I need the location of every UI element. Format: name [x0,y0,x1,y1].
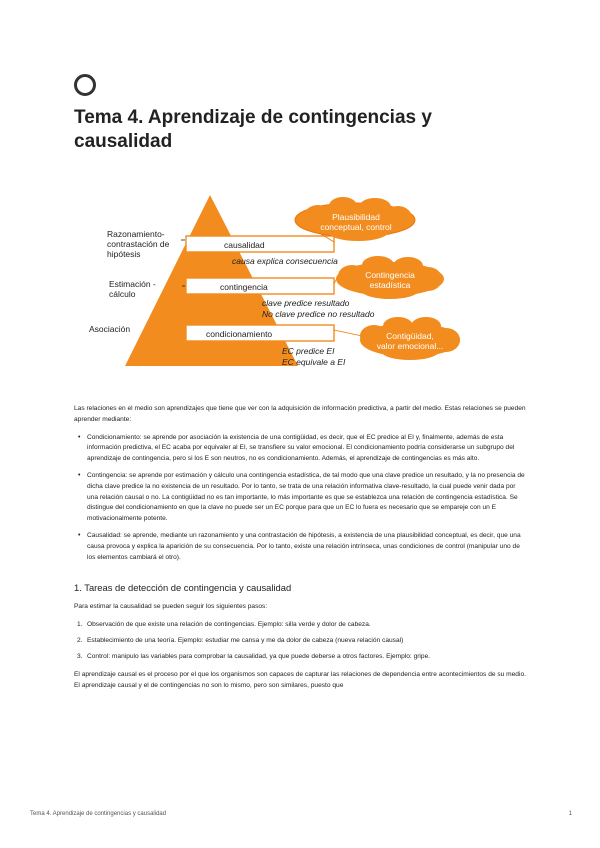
list-item [77,620,528,631]
cloud-2-line1: Contingencia [365,270,415,280]
bullet-list [74,433,528,564]
list-item: • Condicionamiento: se aprende por asociación la existencia de una contigüidad, es decir, que el EC predice al EI y, finalmente, además de esta información predictiva, el EC acaba por equivaler al EI, se transfiere su valor emocional. El condicionamiento podría considerarse un subgrupo del aprendizaje de contingencia, pero si los E son neutros, no es condicionamiento. Además, el aprendizaje de contingencias es más alto. [87,433,528,465]
page-footer [30,811,572,817]
section-intro: Para estimar la causalidad se pueden seguir los siguientes pasos: [74,603,268,611]
note-1: causa explica consecuencia [232,256,338,266]
step-text: Control: manipulo las variables para comprobar la causalidad, ya que puede deberse a otros factores. Ejemplo: gripe. [87,652,431,660]
note-2a: clave predice resultado [262,298,350,308]
side-label-1c: hipótesis [107,249,141,259]
step-number: 2. [77,636,83,644]
cloud-2-line2: estadística [369,280,411,290]
list-item: • Contingencia: se aprende por estimación y cálculo una contingencia estadística, de tal modo que una clave predice un resultado, y la no presencia de dicha clave predice la no existencia de un resultado. Por lo tanto, se trata de una relación informativa clave-resultado, la cual puede venir dada por una relación causal o no. La contigüidad no es tan importante, lo más importante es que se establezca una relación de contingencia estadística. Se distingue del condicionamiento en que la clave no puede ser un EC porque para que un EC lo fuera es necesario que se empareje con un E motivacionalmente potente. [87,471,528,525]
cloud-2 [336,256,444,299]
cloud-1-line1: Plausibilidad [332,212,380,222]
step-text: Establecimiento de una teoría. Ejemplo: estudiar me cansa y me da dolor de cabeza (nueva relación causal) [87,636,404,644]
note-2b: No clave predice no resultado [262,309,375,319]
logo-circle-icon [74,74,96,96]
pyramid-diagram [60,190,540,380]
side-label-2b: cálculo [109,289,136,299]
box-text-1: causalidad [224,240,265,250]
steps-list [74,620,528,662]
side-label-3: Asociación [89,324,131,334]
list-item [77,636,528,647]
list-item [77,652,528,663]
step-text: Observación de que existe una relación de contingencias. Ejemplo: silla verde y dolor de cabeza. [87,620,371,628]
page-number: 1 [568,811,572,817]
cloud-1 [295,197,415,241]
side-label-1b: contrastación de [107,239,170,249]
side-label-1a: Razonamiento- [107,229,165,239]
side-label-2a: Estimación - [109,279,156,289]
cloud-1-line2: conceptual, control [320,222,392,232]
step-number: 3. [77,652,83,660]
footer-title: Tema 4. Aprendizaje de contingencias y causalidad [30,811,167,817]
section-heading: 1. Tareas de detección de contingencia y causalidad [74,582,292,594]
note-3b: EC equivale a EI [282,357,346,367]
list-item: • Causalidad: se aprende, mediante un razonamiento y una contrastación de hipótesis, a existencia de una plausibilidad conceptual, es decir, que una causa provoca y explica la aparición de su consecuencia. Por lo tanto, existe una relación intrínseca, unas condiciones de control (manipular uno de los elementos cambiará el otro). [87,531,528,563]
note-3a: EC predice EI [282,346,335,356]
intro-paragraph: Las relaciones en el medio son aprendizajes que tiene que ver con la adquisición de información predictiva, a partir del medio. Estas relaciones se pueden aprender mediante: [74,405,526,423]
box-text-3: condicionamiento [206,329,273,339]
step-number: 1. [77,620,83,628]
closing-paragraph: El aprendizaje causal es el proceso por el que los organismos son capaces de capturar las relaciones de dependencia entre acontecimientos de su medio. El aprendizaje causal y el de contingencias no son lo mismo, pero son similares, puesto que [74,671,526,690]
page-title: Tema 4. Aprendizaje de contingencias y causalidad [74,107,432,152]
cloud-3 [360,317,460,360]
cloud-3-line1: Contigüidad, [386,331,434,341]
cloud-3-line2: valor emocional... [376,341,444,351]
document-body [74,404,528,699]
box-text-2: contingencia [220,282,268,292]
connector-3 [334,330,362,336]
